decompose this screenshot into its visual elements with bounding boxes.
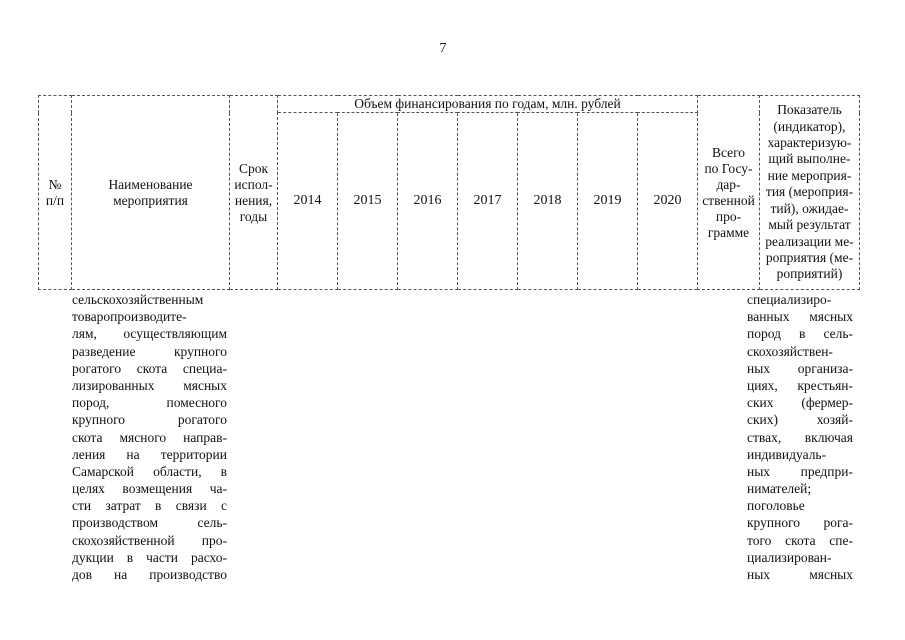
header-total-line: Всего bbox=[711, 144, 746, 160]
header-num-line: № bbox=[48, 176, 62, 192]
header-financing-title: Объем финансирования по годам, млн. рублей bbox=[278, 96, 698, 113]
header-total-line: про- bbox=[715, 208, 742, 224]
text-line: ствах, включая bbox=[747, 429, 853, 445]
text-line: ских (фермер- bbox=[747, 395, 853, 411]
text-line: рогатого скота специа- bbox=[72, 360, 227, 376]
header-total-line: дар- bbox=[716, 176, 741, 192]
text-line: лям, осуществляющим bbox=[72, 326, 227, 342]
text-line: сти затрат в связи с bbox=[72, 498, 227, 514]
header-indicator-line: Показатель bbox=[777, 102, 842, 118]
text-line: индивидуаль- bbox=[747, 446, 827, 462]
header-indicator-line: (индикатор), bbox=[773, 118, 846, 134]
text-line: специализиро- bbox=[747, 292, 832, 307]
header-year-2020: 2020 bbox=[638, 113, 698, 290]
header-year-2016: 2016 bbox=[398, 113, 458, 290]
text-line: поголовье bbox=[747, 498, 805, 514]
header-total-line: ственной bbox=[702, 192, 755, 208]
header-indicator-line: реализации ме- bbox=[765, 233, 854, 249]
header-indicator-line: ние мероприя- bbox=[767, 167, 852, 183]
text-line: товаропроизводите- bbox=[72, 309, 187, 325]
header-term-line: годы bbox=[239, 208, 268, 224]
text-line: ских) хозяй- bbox=[747, 412, 853, 428]
header-indicator bbox=[760, 96, 860, 290]
header-year-2019: 2019 bbox=[578, 113, 638, 290]
header-num bbox=[39, 96, 72, 290]
header-year-2014: 2014 bbox=[278, 113, 338, 290]
header-year-2015: 2015 bbox=[338, 113, 398, 290]
header-indicator-line: мый результат bbox=[768, 217, 851, 233]
header-name-line: мероприятия bbox=[113, 192, 188, 208]
header-total-line: по Госу- bbox=[704, 160, 753, 176]
text-line: скота мясного направ- bbox=[72, 429, 227, 445]
header-term-line: Срок bbox=[238, 160, 269, 176]
text-line: того скота спе- bbox=[747, 532, 853, 548]
header-year-2018: 2018 bbox=[518, 113, 578, 290]
header-total-line: грамме bbox=[707, 224, 750, 240]
text-line: циях, крестьян- bbox=[747, 377, 853, 393]
text-line: ных предпри- bbox=[747, 463, 853, 479]
text-line: дов на производство bbox=[72, 567, 227, 582]
text-line: скохозяйствен- bbox=[747, 343, 833, 359]
header-num-line: п/п bbox=[45, 192, 65, 208]
text-line: ных мясных bbox=[747, 567, 853, 582]
header-term-line: испол- bbox=[234, 176, 273, 192]
header-total bbox=[698, 96, 760, 290]
header-indicator-line: тия (мероприя- bbox=[765, 184, 854, 200]
header-name-line: Наименование bbox=[108, 176, 193, 192]
text-line: ления на территории bbox=[72, 446, 227, 462]
text-line: лизированных мясных bbox=[72, 377, 227, 393]
page-number: 7 bbox=[439, 41, 447, 56]
text-line: пород, помесного bbox=[72, 395, 227, 411]
text-line: Самарской области, в bbox=[72, 463, 227, 479]
text-line: ных организа- bbox=[747, 360, 853, 376]
header-indicator-line: тий), ожидае- bbox=[770, 200, 849, 216]
text-line: дукции в части расхо- bbox=[72, 549, 227, 565]
text-line: пород в сель- bbox=[747, 326, 853, 342]
header-term bbox=[230, 96, 278, 290]
text-line: целях возмещения ча- bbox=[72, 481, 227, 497]
text-line: нимателей; bbox=[747, 481, 812, 497]
text-line: разведение крупного bbox=[72, 343, 227, 359]
header-indicator-line: роприятий) bbox=[776, 266, 843, 282]
text-line: скохозяйственной про- bbox=[72, 532, 227, 548]
text-line: ванных мясных bbox=[747, 309, 853, 325]
header-indicator-line: роприятия (ме- bbox=[765, 249, 854, 265]
financing-table-header bbox=[38, 95, 860, 290]
text-line: производством сель- bbox=[72, 515, 227, 531]
header-year-2017: 2017 bbox=[458, 113, 518, 290]
activity-name-text bbox=[72, 291, 227, 583]
header-name bbox=[72, 96, 230, 290]
header-term-line: нения, bbox=[234, 192, 273, 208]
text-line: крупного рогатого bbox=[72, 412, 227, 428]
header-indicator-line: щий выполне- bbox=[768, 151, 851, 167]
indicator-text bbox=[747, 291, 853, 583]
text-line: циализирован- bbox=[747, 549, 832, 565]
text-line: сельскохозяйственным bbox=[72, 292, 204, 307]
header-indicator-line: характеризую- bbox=[767, 135, 852, 151]
text-line: крупного рога- bbox=[747, 515, 853, 531]
